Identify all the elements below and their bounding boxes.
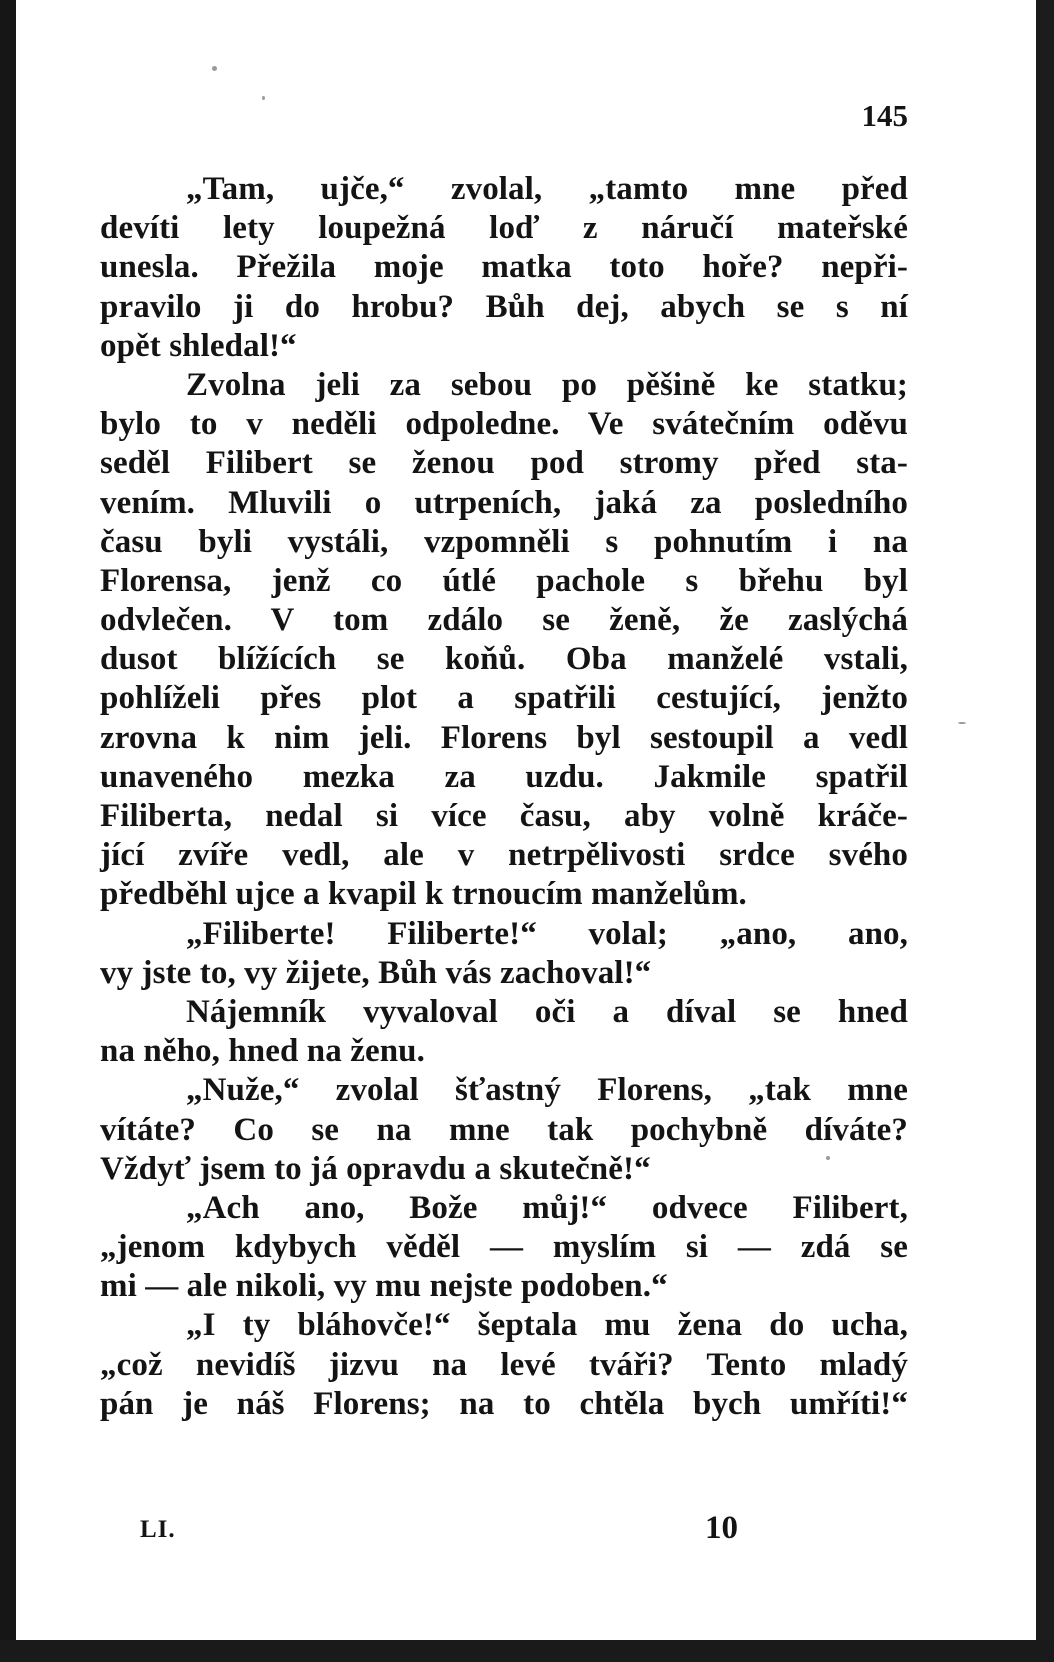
text-line: Vždyť jsem to já opravdu a skutečně!“ (100, 1150, 651, 1187)
text-line: pán je náš Florens; na to chtěla bych umříti!“ (100, 1385, 908, 1422)
scan-speck (262, 96, 265, 100)
text-line: Filiberta, nedal si více času, aby volně kráče- (100, 798, 908, 834)
scan-speck (958, 722, 966, 724)
text-line: „I ty bláhovče!“ šeptala mu žena do ucha, (186, 1307, 908, 1344)
page-footer (140, 1510, 750, 1550)
body-text (100, 170, 908, 1424)
text-line: bylo to v neděli odpoledne. Ve svátečním oděvu (100, 406, 908, 443)
text-line: „jenom kdybych věděl — myslím si — zdá se (100, 1229, 908, 1266)
text-line: vítáte? Co se na mne tak pochybně díváte? (100, 1111, 908, 1148)
text-line: dusot blížících se koňů. Oba manželé vstali, (100, 641, 908, 678)
text-line: „což nevidíš jizvu na levé tváři? Tento mladý (100, 1346, 908, 1383)
text-line: vy jste to, vy žijete, Bůh vás zachoval!“ (100, 954, 652, 991)
text-line: Nájemník vyvaloval oči a díval se hned (186, 993, 908, 1030)
text-line: pohlíželi přes plot a spatřili cestující, jenžto (100, 680, 908, 717)
scan-bottom-border (0, 1640, 1054, 1662)
text-line: Zvolna jeli za sebou po pěšině ke statku; (186, 366, 908, 403)
text-line: unesla. Přežila moje matka toto hoře? nepři- (100, 249, 908, 286)
text-line: na něho, hned na ženu. (100, 1033, 425, 1070)
text-line: unaveného mezka za uzdu. Jakmile spatřil (100, 758, 908, 795)
text-line: odvlečen. V tom zdálo se ženě, že zaslýchá (100, 602, 908, 639)
scan-left-border (0, 0, 16, 1662)
text-line: „Filiberte! Filiberte!“ volal; „ano, ano, (186, 915, 908, 952)
text-line: „Nuže,“ zvolal šťastný Florens, „tak mne (186, 1072, 908, 1109)
text-line: času byli vystáli, vzpomněli s pohnutím i na (100, 523, 908, 560)
text-line: devíti lety loupežná loď z náručí mateřské (100, 210, 908, 247)
text-line: jící zvíře vedl, ale v netrpělivosti srdce svého (100, 837, 908, 874)
text-line: seděl Filibert se ženou pod stromy před sta- (100, 445, 908, 482)
text-line: předběhl ujce a kvapil k trnoucím manželům. (100, 876, 747, 913)
text-line: opět shledal!“ (100, 327, 297, 364)
scan-speck (212, 66, 217, 71)
text-line: pravilo ji do hrobu? Bůh dej, abych se s ní (100, 288, 908, 325)
page-number: 145 (861, 98, 908, 133)
printer-signature-mark: LI. (140, 1516, 176, 1543)
text-line: „Tam, ujče,“ zvolal, „tamto mne před (186, 171, 908, 207)
scan-right-border (1036, 0, 1054, 1662)
text-line: mi — ale nikoli, vy mu nejste podoben.“ (100, 1268, 668, 1305)
text-line: „Ach ano, Bože můj!“ odvece Filibert, (186, 1189, 908, 1226)
text-line: Florensa, jenž co útlé pachole s břehu byl (100, 562, 908, 599)
text-line: vením. Mluvili o utrpeních, jaká za posledního (100, 484, 908, 521)
sheet-number: 10 (705, 1510, 738, 1546)
text-line: zrovna k nim jeli. Florens byl sestoupil a vedl (100, 719, 908, 756)
